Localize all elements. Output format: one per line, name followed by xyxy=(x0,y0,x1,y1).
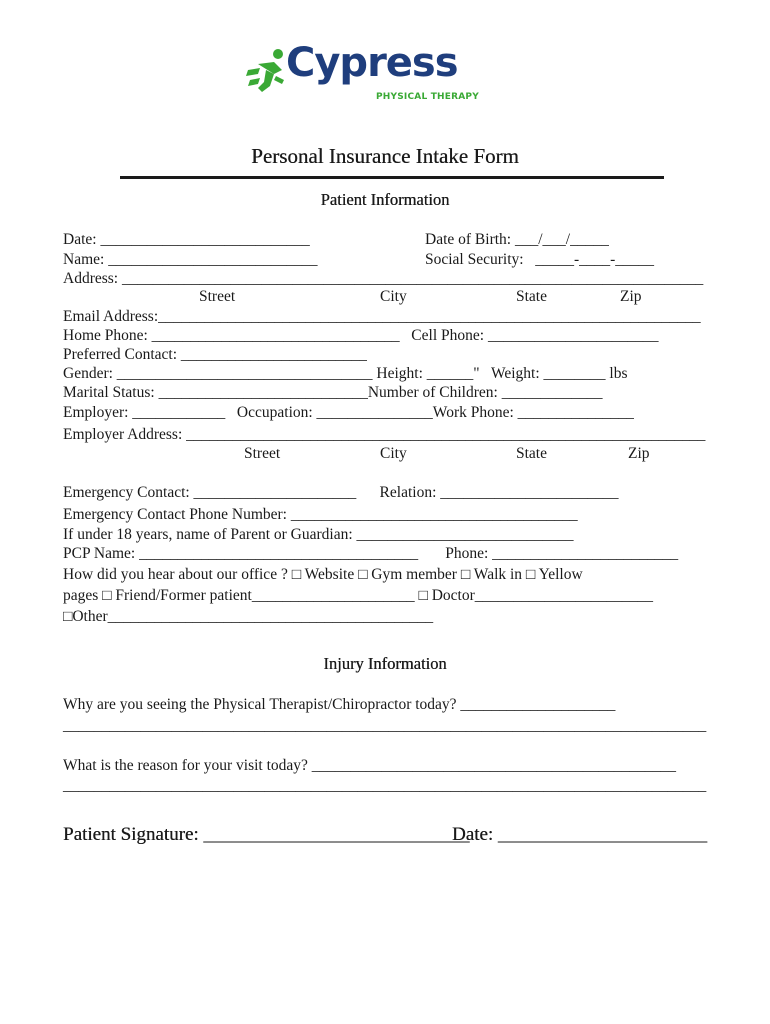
address-zip-label: Zip xyxy=(620,288,642,305)
address-city-label: City xyxy=(380,288,407,305)
address-street-label: Street xyxy=(199,288,236,305)
title-divider xyxy=(120,176,664,179)
visit-reason-continuation[interactable]: ___________________________________________________________________________________ xyxy=(63,777,707,794)
dob-field[interactable]: Date of Birth: ___/___/_____ xyxy=(425,231,609,248)
email-field[interactable]: Email Address:______________________________________________________________________ xyxy=(63,308,701,325)
address-field[interactable]: Address: ___________________________________________________________________________ xyxy=(63,270,704,287)
visit-purpose-field[interactable]: Why are you seeing the Physical Therapist/Chiropractor today? ____________________ xyxy=(63,696,616,713)
ssn-field[interactable]: Social Security: _____-____-_____ xyxy=(425,251,655,268)
employer-city-label: City xyxy=(380,445,407,462)
cypress-logo xyxy=(244,40,504,108)
logo-subtitle: PHYSICAL THERAPY xyxy=(376,92,479,102)
running-figure-icon xyxy=(244,48,292,96)
employer-zip-label: Zip xyxy=(628,445,650,462)
name-field[interactable]: Name: ___________________________ xyxy=(63,251,318,268)
visit-purpose-continuation[interactable]: ___________________________________________________________________________________ xyxy=(63,717,707,734)
injury-information-heading: Injury Information xyxy=(323,654,447,673)
patient-information-heading: Patient Information xyxy=(320,190,450,209)
logo-brand: Cypress xyxy=(286,40,458,86)
employer-state-label: State xyxy=(516,445,547,462)
referral-source-options-cont[interactable]: pages □ Friend/Former patient_____________________ □ Doctor_______________________ xyxy=(63,587,654,604)
date-field[interactable]: Date: ___________________________ xyxy=(63,231,310,248)
marital-status-children-fields[interactable]: Marital Status: ___________________________Number of Children: _____________ xyxy=(63,384,603,401)
signature-date-field[interactable]: Date: ______________________ xyxy=(452,824,707,845)
preferred-contact-field[interactable]: Preferred Contact: ________________________ xyxy=(63,346,367,363)
guardian-field[interactable]: If under 18 years, name of Parent or Guardian: ____________________________ xyxy=(63,526,574,543)
form-title: Personal Insurance Intake Form xyxy=(251,144,519,168)
phone-fields[interactable]: Home Phone: ________________________________ Cell Phone: ______________________ xyxy=(63,327,659,344)
employer-address-field[interactable]: Employer Address: ___________________________________________________________________ xyxy=(63,426,706,443)
gender-height-weight-fields[interactable]: Gender: _________________________________ Height: ______" Weight: ________ lbs xyxy=(63,365,628,382)
pcp-field[interactable]: PCP Name: ____________________________________ Phone: ________________________ xyxy=(63,545,679,562)
emergency-phone-field[interactable]: Emergency Contact Phone Number: _____________________________________ xyxy=(63,506,578,523)
emergency-contact-field[interactable]: Emergency Contact: _____________________ Relation: _______________________ xyxy=(63,484,619,501)
referral-source-options[interactable]: How did you hear about our office ? □ Website □ Gym member □ Walk in □ Yellow xyxy=(63,566,583,583)
visit-reason-field[interactable]: What is the reason for your visit today? _______________________________________________ xyxy=(63,757,677,774)
employer-street-label: Street xyxy=(244,445,281,462)
patient-signature-field[interactable]: Patient Signature: ____________________________ xyxy=(63,824,470,845)
referral-other-field[interactable]: □Other__________________________________________ xyxy=(63,608,434,625)
employer-occupation-fields[interactable]: Employer: ____________ Occupation: _______________Work Phone: _______________ xyxy=(63,404,634,421)
address-state-label: State xyxy=(516,288,547,305)
